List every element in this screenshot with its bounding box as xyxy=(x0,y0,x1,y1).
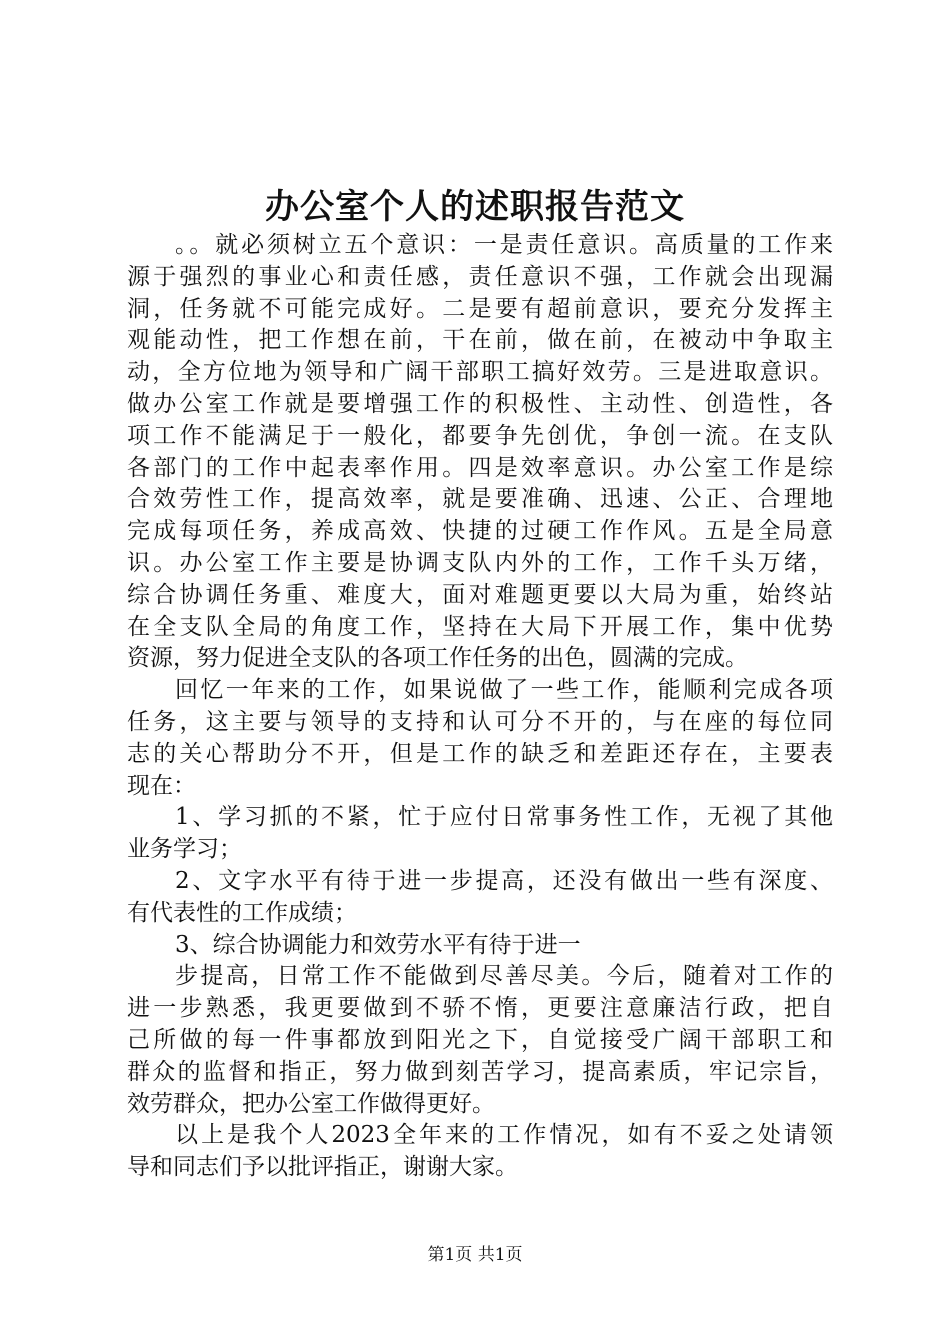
text-line: 任务，这主要与领导的支持和认可分不开的，与在座的每位同 xyxy=(127,708,833,735)
text-line: 2、文字水平有待于进一步提高，还没有做出一些有深度、 xyxy=(175,867,833,894)
text-line: 3、综合协调能力和效劳水平有待于进一 xyxy=(175,931,581,958)
text-line: 现在： xyxy=(127,772,196,799)
text-line: 在全支队全局的角度工作，坚持在大局下开展工作，集中优势 xyxy=(127,613,833,640)
text-line: 有代表性的工作成绩； xyxy=(127,899,357,926)
text-line: 己所做的每一件事都放到阳光之下，自觉接受广阔干部职工和 xyxy=(127,1026,833,1053)
text-line: 动，全方位地为领导和广阔干部职工搞好效劳。三是进取意识。 xyxy=(127,359,833,386)
text-line: 源于强烈的事业心和责任感，责任意识不强，工作就会出现漏 xyxy=(127,263,833,290)
text-line: 综合协调任务重、难度大，面对难题更要以大局为重，始终站 xyxy=(127,581,833,608)
text-line: 志的关心帮助分不开，但是工作的缺乏和差距还存在，主要表 xyxy=(127,740,833,767)
document-title: 办公室个人的述职报告范文 xyxy=(265,187,685,227)
text-line: 完成每项任务，养成高效、快捷的过硬工作作风。五是全局意 xyxy=(127,518,833,545)
text-line: 步提高，日常工作不能做到尽善尽美。今后，随着对工作的 xyxy=(175,963,833,990)
text-line: 项工作不能满足于一般化，都要争先创优，争创一流。在支队 xyxy=(127,422,833,449)
text-line: 以上是我个人2023全年来的工作情况，如有不妥之处请领 xyxy=(175,1122,833,1149)
text-line: 合效劳性工作，提高效率，就是要准确、迅速、公正、合理地 xyxy=(127,486,833,513)
text-line: 。。就必须树立五个意识：一是责任意识。高质量的工作来 xyxy=(175,232,833,258)
text-line: 1、学习抓的不紧，忙于应付日常事务性工作，无视了其他 xyxy=(175,804,833,831)
document-body xyxy=(127,230,833,1184)
page-number: 第1页 共1页 xyxy=(427,1245,523,1265)
text-line: 做办公室工作就是要增强工作的积极性、主动性、创造性，各 xyxy=(127,390,833,417)
text-line: 回忆一年来的工作，如果说做了一些工作，能顺利完成各项 xyxy=(175,677,833,704)
text-line: 观能动性，把工作想在前，干在前，做在前，在被动中争取主 xyxy=(127,327,833,354)
text-line: 业务学习； xyxy=(127,836,242,863)
text-line: 群众的监督和指正，努力做到刻苦学习，提高素质，牢记宗旨， xyxy=(127,1058,833,1085)
text-line: 识。办公室工作主要是协调支队内外的工作，工作千头万绪， xyxy=(127,549,833,576)
text-line: 洞，任务就不可能完成好。二是要有超前意识，要充分发挥主 xyxy=(127,295,833,322)
text-line: 资源，努力促进全支队的各项工作任务的出色，圆满的完成。 xyxy=(127,645,748,672)
text-line: 导和同志们予以批评指正，谢谢大家。 xyxy=(127,1154,518,1181)
text-line: 效劳群众，把办公室工作做得更好。 xyxy=(127,1090,495,1117)
text-line: 各部门的工作中起表率作用。四是效率意识。办公室工作是综 xyxy=(127,454,833,481)
text-line: 进一步熟悉，我更要做到不骄不惰，更要注意廉洁行政，把自 xyxy=(127,995,833,1022)
